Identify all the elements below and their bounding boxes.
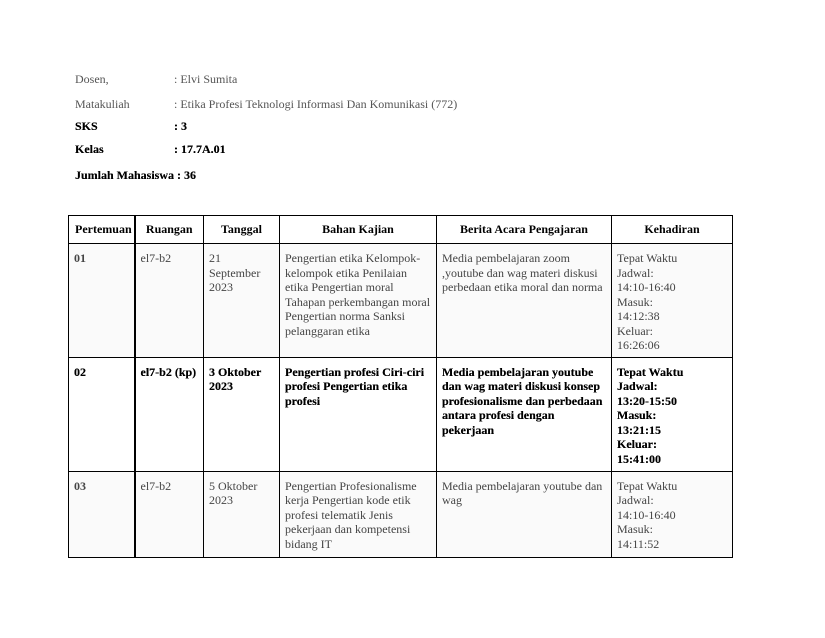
info-value: : 36 (177, 168, 197, 182)
kehadiran-keluar-label: Keluar: (617, 323, 653, 338)
kehadiran-jadwal-label: Jadwal: (617, 379, 658, 393)
info-value: : 17.7A.01 (174, 142, 226, 156)
table-header-row (69, 216, 733, 244)
cell-tanggal: 21 September 2023 (204, 244, 280, 358)
cell-kehadiran (612, 244, 733, 358)
info-value: : 3 (174, 119, 187, 133)
cell-pertemuan: 03 (69, 471, 135, 557)
info-label: Jumlah Mahasiswa (75, 168, 175, 182)
cell-kehadiran (612, 357, 733, 471)
kehadiran-status: Tepat Waktu (617, 251, 678, 265)
kehadiran-masuk: 13:21:15 (617, 422, 661, 437)
kehadiran-masuk: 14:12:38 (617, 309, 660, 323)
cell-tanggal: 5 Oktober 2023 (204, 471, 280, 557)
cell-pertemuan: 01 (69, 244, 135, 358)
info-label: Kelas (75, 142, 104, 156)
header-berita-acara: Berita Acara Pengajaran (437, 216, 612, 244)
cell-berita-acara: Media pembelajaran youtube dan wag (437, 471, 612, 557)
kehadiran-jadwal-label: Jadwal: (617, 493, 654, 507)
table-row (69, 357, 733, 471)
table-row (69, 244, 733, 358)
kehadiran-jadwal-label: Jadwal: (617, 265, 654, 280)
kehadiran-status: Tepat Waktu (617, 478, 678, 493)
kehadiran-masuk-label: Masuk: (617, 408, 657, 422)
cell-pertemuan: 02 (69, 357, 135, 471)
kehadiran-masuk: 14:11:52 (617, 536, 660, 551)
kehadiran-masuk-label: Masuk: (617, 294, 653, 309)
cell-ruangan: el7-b2 (135, 244, 204, 358)
kehadiran-keluar-label: Keluar: (617, 437, 657, 451)
cell-kehadiran (612, 471, 733, 557)
header-pertemuan: Pertemuan (69, 216, 135, 244)
table-row (69, 471, 733, 557)
kehadiran-status: Tepat Waktu (617, 364, 684, 379)
attendance-table (68, 215, 733, 558)
header-bahan-kajian: Bahan Kajian (280, 216, 437, 244)
cell-bahan-kajian: Pengertian Profesionalisme kerja Pengertian kode etik profesi telematik Jenis pekerjaan dan kompetensi bidang IT (280, 471, 437, 557)
header-tanggal: Tanggal (204, 216, 280, 244)
kehadiran-keluar: 15:41:00 (617, 451, 661, 466)
cell-berita-acara: Media pembelajaran youtube dan wag materi diskusi konsep profesionalisme dan perbedaan antara profesi dengan pekerjaan (437, 357, 612, 471)
kehadiran-masuk-label: Masuk: (617, 522, 653, 536)
kehadiran-jadwal: 14:10-16:40 (617, 507, 676, 522)
info-label: SKS (75, 119, 98, 133)
info-jumlah (75, 168, 196, 183)
info-label: Matakuliah (75, 97, 130, 111)
cell-bahan-kajian: Pengertian etika Kelompok-kelompok etika Penilaian etika Pengertian moral Tahapan perkembangan moral Pengertian norma Sanksi pelanggaran etika (280, 244, 437, 358)
info-value: : Elvi Sumita (174, 72, 238, 86)
cell-tanggal: 3 Oktober 2023 (204, 357, 280, 471)
header-kehadiran: Kehadiran (612, 216, 733, 244)
cell-ruangan: el7-b2 (135, 471, 204, 557)
info-label: Dosen, (75, 72, 109, 86)
kehadiran-jadwal: 14:10-16:40 (617, 280, 676, 294)
info-value: : Etika Profesi Teknologi Informasi Dan Komunikasi (772) (174, 97, 458, 111)
cell-ruangan: el7-b2 (kp) (135, 357, 204, 471)
kehadiran-keluar: 16:26:06 (617, 338, 660, 352)
kehadiran-jadwal: 13:20-15:50 (617, 393, 677, 408)
cell-berita-acara: Media pembelajaran zoom ,youtube dan wag materi diskusi perbedaan etika moral dan norma (437, 244, 612, 358)
cell-bahan-kajian: Pengertian profesi Ciri-ciri profesi Pengertian etika profesi (280, 357, 437, 471)
header-ruangan: Ruangan (135, 216, 204, 244)
